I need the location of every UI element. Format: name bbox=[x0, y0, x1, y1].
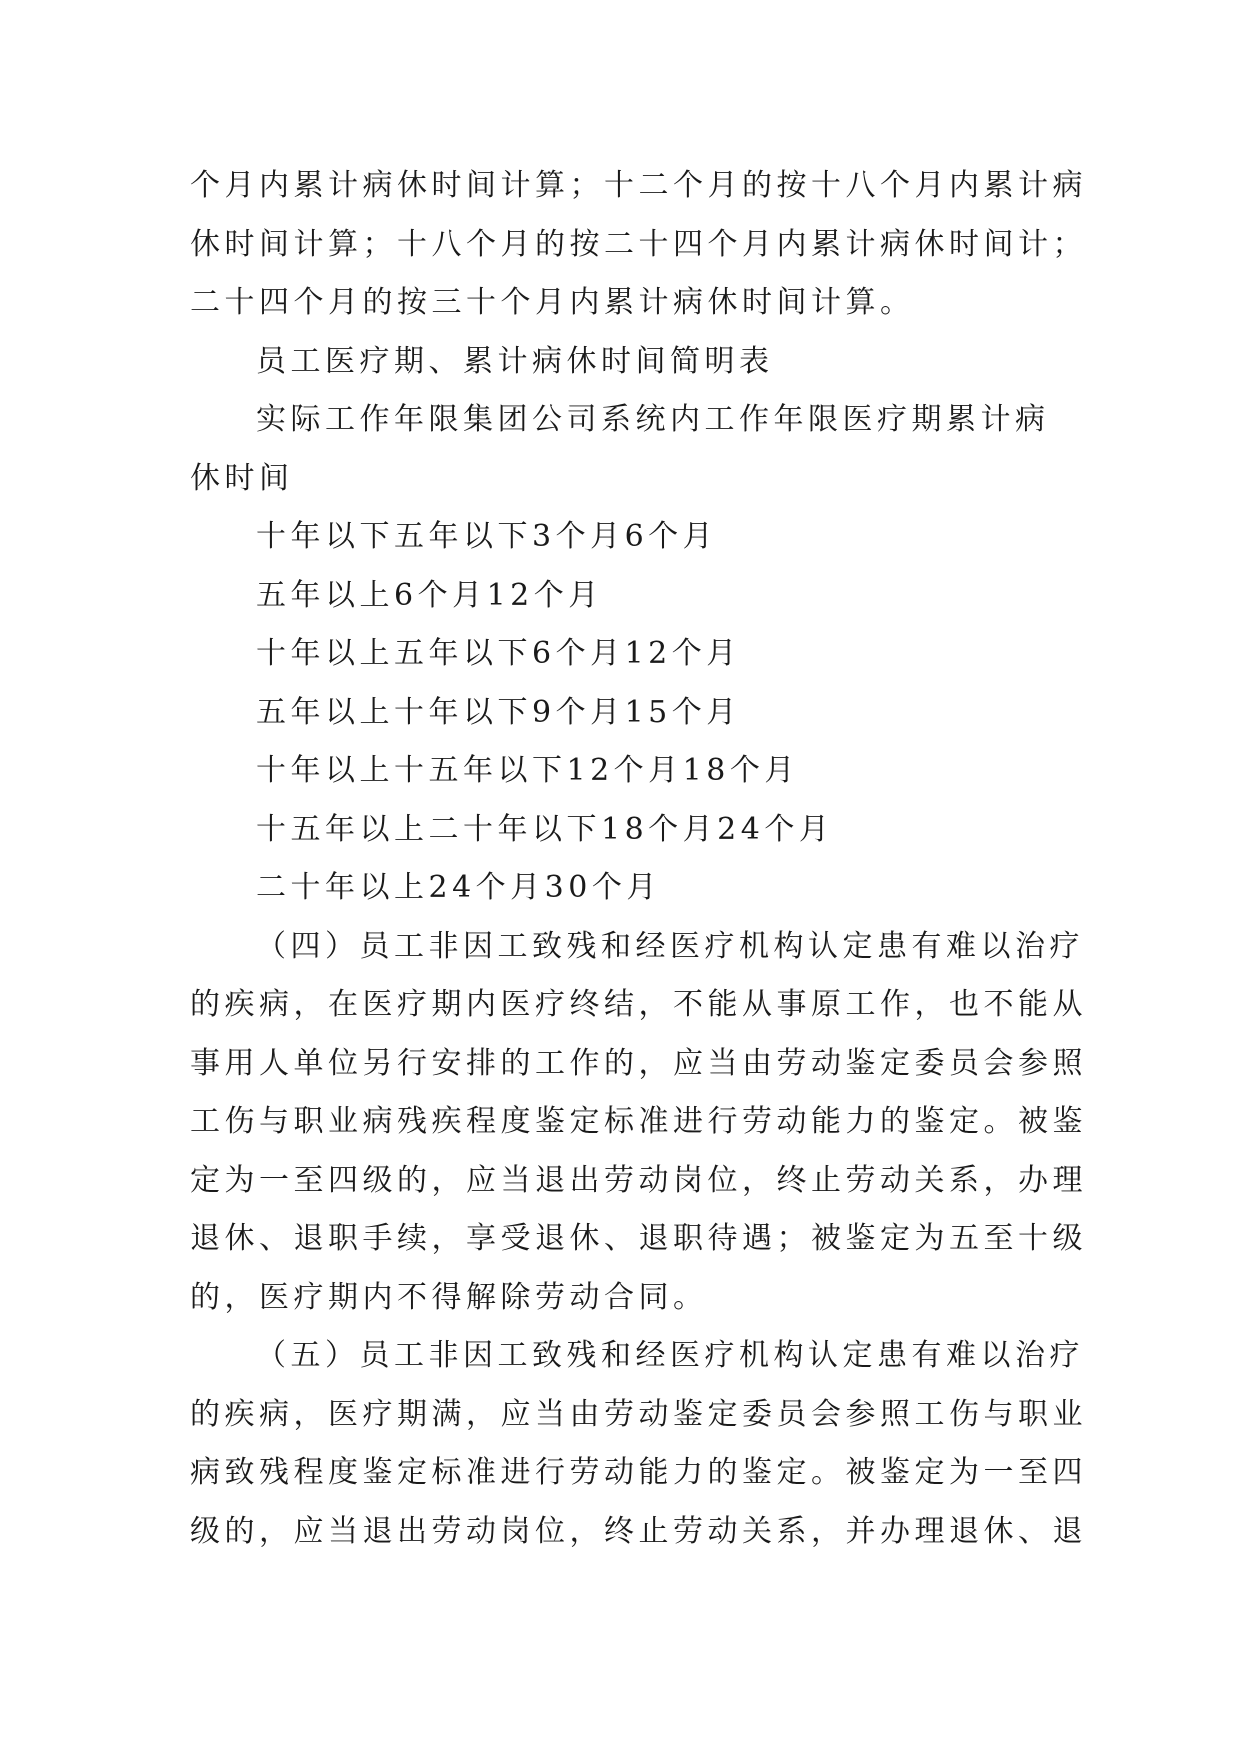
table-row: 十年以上五年以下6个月12个月 bbox=[256, 636, 741, 671]
text-line: 病致残程度鉴定标准进行劳动能力的鉴定。被鉴定为一至四 bbox=[190, 1455, 1087, 1490]
document-body bbox=[190, 157, 1087, 1561]
table-header-continued: 休时间 bbox=[190, 460, 294, 496]
text-line: 定为一至四级的，应当退出劳动岗位，终止劳动关系，办理 bbox=[190, 1162, 1087, 1198]
table-title: 员工医疗期、累计病休时间简明表 bbox=[256, 343, 774, 379]
table-row: 二十年以上24个月30个月 bbox=[256, 870, 661, 905]
text-line: 的疾病，在医疗期内医疗终结，不能从事原工作，也不能从 bbox=[190, 987, 1087, 1022]
table-row: 十年以上十五年以下12个月18个月 bbox=[256, 753, 799, 788]
text-line: 工伤与职业病残疾程度鉴定标准进行劳动能力的鉴定。被鉴 bbox=[190, 1104, 1087, 1139]
table-header: 实际工作年限集团公司系统内工作年限医疗期累计病 bbox=[256, 402, 1050, 437]
table-row: 十五年以上二十年以下18个月24个月 bbox=[256, 811, 834, 847]
text-line: 的，医疗期内不得解除劳动合同。 bbox=[190, 1279, 708, 1315]
text-line: 退休、退职手续，享受退休、退职待遇；被鉴定为五至十级 bbox=[190, 1221, 1087, 1256]
paragraph-five-start: （五）员工非因工致残和经医疗机构认定患有难以治疗 bbox=[256, 1338, 1084, 1373]
text-line: 事用人单位另行安排的工作的，应当由劳动鉴定委员会参照 bbox=[190, 1045, 1087, 1081]
text-line: 的疾病，医疗期满，应当由劳动鉴定委员会参照工伤与职业 bbox=[190, 1396, 1087, 1432]
text-line: 级的，应当退出劳动岗位，终止劳动关系，并办理退休、退 bbox=[190, 1513, 1087, 1549]
table-row: 十年以下五年以下3个月6个月 bbox=[256, 519, 718, 554]
table-row: 五年以上十年以下9个月15个月 bbox=[256, 694, 741, 730]
paragraph-four-start: （四）员工非因工致残和经医疗机构认定患有难以治疗 bbox=[256, 928, 1084, 964]
text-line: 个月内累计病休时间计算；十二个月的按十八个月内累计病 bbox=[190, 168, 1087, 203]
text-line: 二十四个月的按三十个月内累计病休时间计算。 bbox=[190, 285, 915, 320]
text-line: 休时间计算；十八个月的按二十四个月内累计病休时间计； bbox=[190, 226, 1087, 262]
table-row: 五年以上6个月12个月 bbox=[256, 577, 603, 613]
